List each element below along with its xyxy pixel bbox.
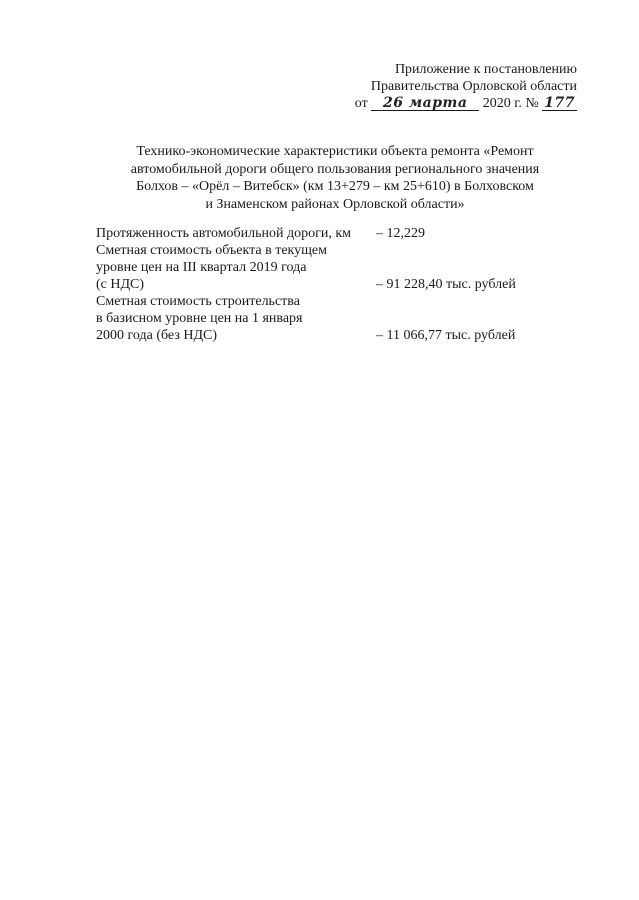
title-line: Технико-экономические характеристики объекта ремонта «Ремонт xyxy=(136,144,534,159)
spec-label-line: Протяженность автомобильной дороги, км xyxy=(96,226,352,241)
spec-label-line: 2000 года (без НДС) xyxy=(96,328,218,343)
approval-line-2: Правительства Орловской области xyxy=(370,79,577,94)
title-line: Болхов – «Орёл – Витебск» (км 13+279 – км 25+610) в Болховском xyxy=(136,179,534,194)
year-text: 2020 г. № xyxy=(482,96,539,111)
spec-label-line: (с НДС) xyxy=(96,277,145,292)
spec-label-line: Сметная стоимость строительства xyxy=(96,294,300,309)
spec-label-line: в базисном уровне цен на 1 января xyxy=(96,311,303,326)
handwritten-number: 177 xyxy=(544,95,575,111)
spec-value: – 12,229 xyxy=(376,226,425,241)
spec-label xyxy=(96,242,376,293)
spec-row-current-cost xyxy=(96,242,556,293)
title-line: автомобильной дороги общего пользования регионального значения xyxy=(130,161,540,177)
approval-line-1: Приложение к постановлению xyxy=(394,62,577,77)
spec-label xyxy=(96,225,376,242)
date-prefix: от xyxy=(354,96,368,111)
document-title xyxy=(100,143,570,213)
spec-label xyxy=(96,293,376,344)
spec-label-line: Сметная стоимость объекта в текущем xyxy=(96,243,327,258)
spec-value: – 91 228,40 тыс. рублей xyxy=(376,277,516,292)
spec-row-length xyxy=(96,225,556,242)
spec-value: – 11 066,77 тыс. рублей xyxy=(376,328,516,343)
approval-date-line xyxy=(337,95,577,112)
title-line: и Знаменском районах Орловской области» xyxy=(205,196,465,212)
spec-label-line: уровне цен на III квартал 2019 года xyxy=(96,260,307,275)
specs-list xyxy=(96,225,556,344)
handwritten-date: 26 марта xyxy=(371,96,479,111)
spec-row-base-cost xyxy=(96,293,556,344)
approval-block xyxy=(337,61,577,112)
